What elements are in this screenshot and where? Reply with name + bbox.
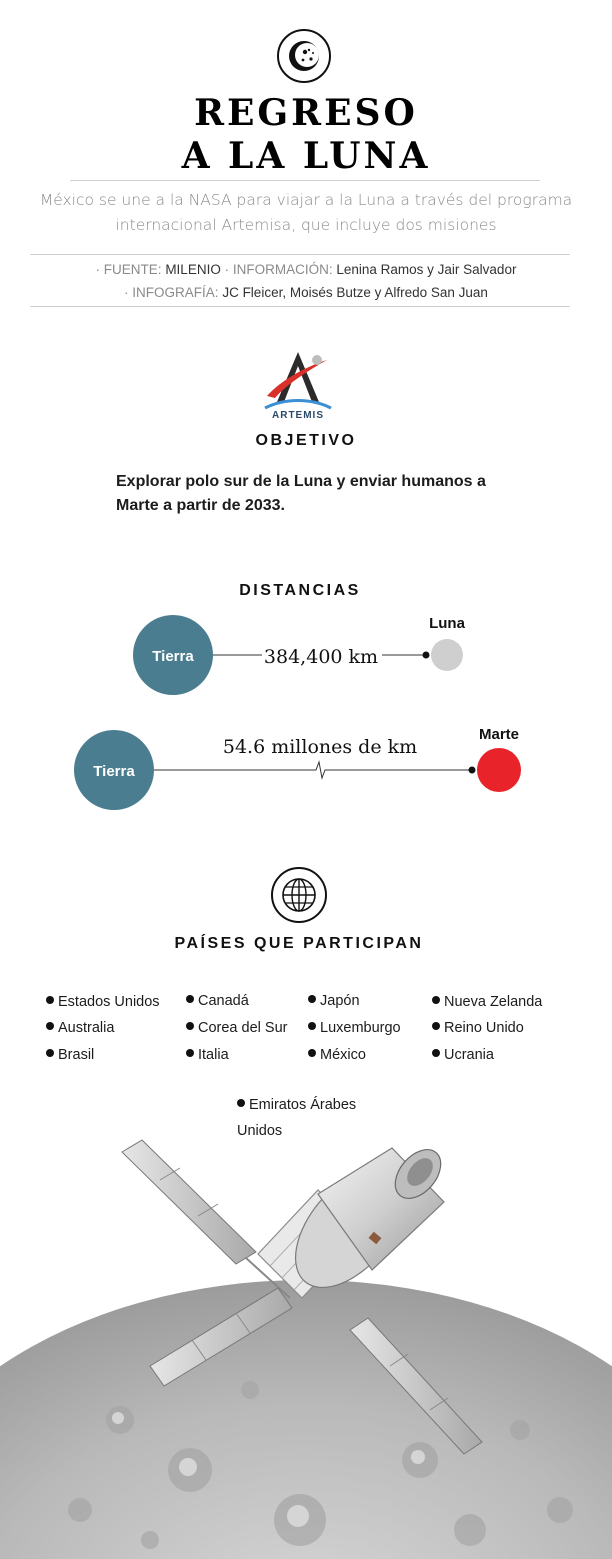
bullet-icon <box>46 1049 54 1057</box>
page-title-line2: A LA LUNA <box>181 135 431 177</box>
country-item <box>186 993 249 1009</box>
bullet-icon <box>237 1099 245 1107</box>
info-label: · INFORMACIÓN: <box>224 262 333 277</box>
country-name: Ucrania <box>444 1047 494 1063</box>
distancias-heading: DISTANCIAS <box>239 582 361 599</box>
source-label: · FUENTE: <box>95 262 162 277</box>
globe-icon <box>270 866 328 924</box>
moon-circle <box>431 639 463 671</box>
bullet-icon <box>46 996 54 1004</box>
graphic-value: JC Fleicer, Moisés Butze y Alfredo San Juan <box>222 285 488 300</box>
bullet-icon <box>186 1049 194 1057</box>
moon-icon <box>276 28 332 84</box>
country-item <box>432 1047 494 1063</box>
country-name: Reino Unido <box>444 1020 524 1036</box>
moon-distance: 384,400 km <box>263 646 379 668</box>
country-item <box>186 1047 229 1063</box>
country-name: Italia <box>198 1047 229 1063</box>
divider <box>70 180 540 181</box>
country-item <box>432 994 542 1010</box>
country-item <box>308 993 360 1009</box>
bullet-icon <box>308 1049 316 1057</box>
bullet-icon <box>308 1022 316 1030</box>
bullet-icon <box>432 1049 440 1057</box>
bullet-icon <box>186 995 194 1003</box>
credits-line-1 <box>0 262 612 277</box>
divider <box>30 306 570 307</box>
earth-label: Tierra <box>93 763 135 780</box>
country-item <box>308 1047 366 1063</box>
country-item <box>46 1020 114 1036</box>
country-item <box>186 1020 287 1036</box>
paises-heading: PAÍSES QUE PARTICIPAN <box>174 935 424 952</box>
country-name: México <box>320 1047 366 1063</box>
bullet-icon <box>432 996 440 1004</box>
country-name: Corea del Sur <box>198 1020 288 1036</box>
moon-spacecraft-illustration <box>0 1130 612 1559</box>
country-item <box>46 994 160 1010</box>
objetivo-text: Explorar polo sur de la Luna y enviar humanos a Marte a partir de 2033. <box>116 473 486 514</box>
solar-panel <box>122 1140 290 1298</box>
earth-label: Tierra <box>152 648 194 665</box>
source-value: MILENIO <box>165 262 221 277</box>
distance-diagram <box>0 600 612 830</box>
page-title-line1: REGRESO <box>194 92 418 134</box>
country-name: Australia <box>58 1020 115 1036</box>
credits-line-2 <box>0 285 612 300</box>
country-item <box>46 1047 94 1063</box>
mars-label: Marte <box>478 726 520 743</box>
country-name: Luxemburgo <box>320 1020 401 1036</box>
country-name: Japón <box>320 993 360 1009</box>
graphic-label: · INFOGRAFÍA: <box>124 285 219 300</box>
bullet-icon <box>308 995 316 1003</box>
artemis-logo <box>259 348 337 420</box>
mars-circle <box>477 748 521 792</box>
country-item <box>308 1020 401 1036</box>
artemis-logo-text: ARTEMIS <box>272 410 324 420</box>
country-item <box>432 1020 524 1036</box>
bullet-icon <box>186 1022 194 1030</box>
bullet-icon <box>46 1022 54 1030</box>
objetivo-heading: OBJETIVO <box>255 432 357 449</box>
country-name: Brasil <box>58 1047 95 1063</box>
moon-label: Luna <box>429 615 465 632</box>
bullet-icon <box>432 1022 440 1030</box>
subtitle: México se une a la NASA para viajar a la Luna a través del programa internacional Artemisa, que incluye dos misiones <box>39 191 573 234</box>
mars-distance: 54.6 millones de km <box>222 736 418 758</box>
info-value: Lenina Ramos y Jair Salvador <box>336 262 517 277</box>
country-name: Canadá <box>198 993 249 1009</box>
country-name: Emiratos Árabes Unidos <box>237 1097 357 1139</box>
country-name: Estados Unidos <box>58 994 160 1010</box>
divider <box>30 254 570 255</box>
country-name: Nueva Zelanda <box>444 994 543 1010</box>
